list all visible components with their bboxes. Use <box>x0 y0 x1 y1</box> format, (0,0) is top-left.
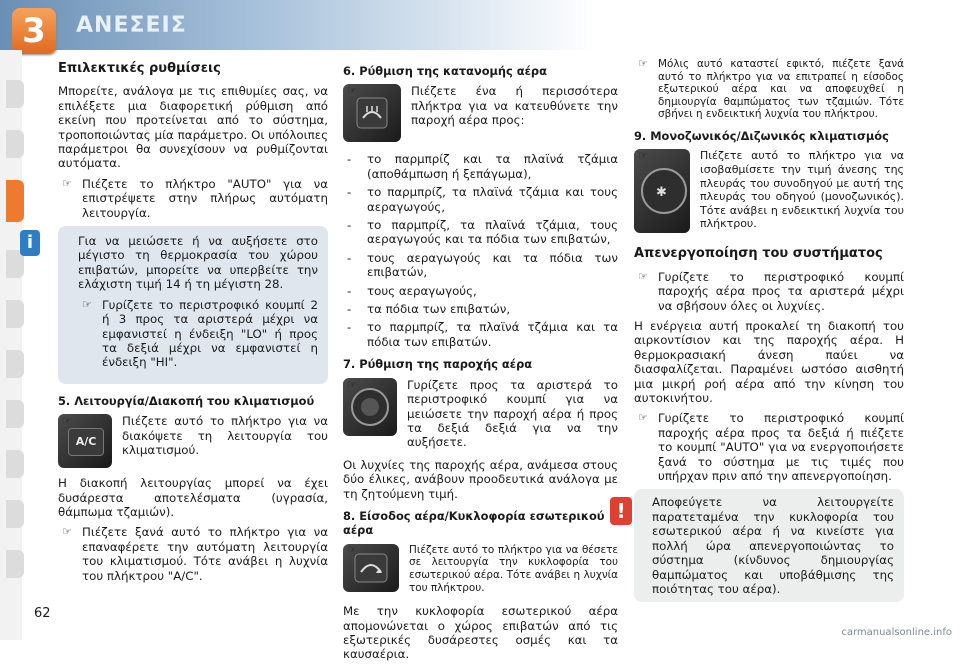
distribution-option: - τα πόδια των επιβατών, <box>343 302 618 316</box>
section-8-title: 8. Είσοδος αέρα/Κυκλοφορία εσωτερικού αέρα <box>343 508 605 538</box>
chapter-tab[interactable] <box>6 300 24 328</box>
distribution-option: - τους αεραγωγούς, <box>343 284 618 298</box>
distribution-option: - το παρμπρίζ, τα πλαϊνά τζάμια και τα πόδια των επιβατών. <box>343 320 618 349</box>
section-5-title: 5. Λειτουργία/Διακοπή του κλιματισμού <box>58 393 315 408</box>
chapter-tab[interactable] <box>6 550 24 578</box>
chapter-tab-strip <box>0 50 22 640</box>
chapter-tab-active[interactable] <box>6 180 24 222</box>
ac-off-instruction: ☞ Πιέζετε αυτό το πλήκτρο για να διακόψετε τη λειτουργία του κλιματισμού. <box>58 414 328 457</box>
section-7-title: 7. Ρύθμιση της παροχής αέρα <box>343 357 533 372</box>
warning-text: Αποφεύγετε να λειτουργείτε παρατεταμένα την κυκλοφορία του εσωτερικού αέρα ή να κινείστε για πολλή ώρα απενεργοποιώντας το σύστημα (κίνδυνος δημιουργίας θαμπώματος και υποβάθμισης της ποιότητας του αέρα). <box>652 495 894 596</box>
recirculation-instruction: ☞ Πιέζετε αυτό το πλήκτρο για να θέσετε σε λειτουργία την κυκλοφορία του εσωτερικού αέρα. Τότε ανάβει η λυχνία του πλήκτρου. <box>343 544 618 594</box>
svg-text:✱: ✱ <box>656 185 667 201</box>
outside-air-instruction: ☞ Μόλις αυτό καταστεί εφικτό, πιέζετε ξανά αυτό το πλήκτρο για να επιτραπεί η είσοδος εξωτερικού αέρα και να αποφευχθεί η δημιουργία θαμπώματος των τζαμιών. Τότε σβήνει η ενδεικτική λυχνία του πλήκτρου. <box>634 58 904 121</box>
chapter-tab[interactable] <box>6 130 24 158</box>
info-text: Για να μειώσετε ή να αυξήσετε στο μέγιστο τη θερμοκρασία του χώρου επιβατών, μπορείτε να υπερβείτε την ελάχιστη τιμή 14 ή τη μέγιστη 28. <box>78 234 318 292</box>
column-left <box>26 58 328 589</box>
chapter-tab[interactable] <box>6 500 24 528</box>
warning-icon: ! <box>610 497 632 525</box>
section-6-title: 6. Ρύθμιση της κατανομής αέρα <box>343 64 547 78</box>
chapter-title: ΑΝΕΣΕΙΣ <box>76 13 187 38</box>
footer-watermark: carmanualsonline.info <box>841 627 952 638</box>
system-off-instruction: ☞ Γυρίζετε το περιστροφικό κουμπί παροχής αέρα προς τα αριστερά μέχρι να σβήσουν όλες οι λυχνίες. <box>634 270 904 313</box>
info-instruction: ☞ Γυρίζετε το περιστροφικό κουμπί 2 ή 3 προς τα αριστερά μέχρι να εμφανιστεί η ένδειξη "LO" ή προς τα δεξιά μέχρι να εμφανιστεί η ένδειξη "HI". <box>78 298 318 370</box>
ac-on-instruction: ☞ Πιέζετε ξανά αυτό το πλήκτρο για να επαναφέρετε την αυτόματη λειτουργία του κλιματισμού. Τότε ανάβει η λυχνία του πλήκτρου "A/C". <box>58 525 328 583</box>
fan-speed-lights-text: Οι λυχνίες της παροχής αέρα, ανάμεσα στους δύο έλικες, ανάβουν προοδευτικά ανάλογα με τη ζητούμενη τιμή. <box>343 457 618 501</box>
chapter-tab[interactable] <box>6 80 24 108</box>
distribution-option: - τους αεραγωγούς και τα πόδια των επιβατών, <box>343 251 618 280</box>
chapter-tab[interactable] <box>6 400 24 428</box>
chapter-tab[interactable] <box>6 350 24 378</box>
warning-box <box>616 489 904 602</box>
distribution-option: - το παρμπρίζ, τα πλαϊνά τζάμια και τους αεραγωγούς, <box>343 185 618 214</box>
info-icon: i <box>20 230 40 256</box>
chapter-tab[interactable] <box>6 450 24 478</box>
ac-button-label: A/C <box>68 428 104 456</box>
column-right <box>616 58 904 602</box>
section-heading-selective-settings: Επιλεκτικές ρυθμίσεις <box>58 61 221 76</box>
info-box <box>26 226 328 384</box>
column-middle <box>343 58 618 668</box>
system-on-instruction: ☞ Γυρίζετε το περιστροφικό κουμπί παροχής αέρα προς τα δεξιά ή πιέζετε το κουμπί "AUTO" για να ενεργοποιήσετε ξανά το σύστημα με τις τιμές που υπήρχαν πριν από την απενεργοποίηση. <box>634 411 904 483</box>
distribution-option: - το παρμπρίζ, τα πλαϊνά τζάμια, τους αεραγωγούς και τα πόδια των επιβατών, <box>343 218 618 247</box>
section-9-title: 9. Μονοζωνικός/Διζωνικός κλιματισμός <box>634 128 889 143</box>
mono-dual-instruction: ☞ Πιέζετε αυτό το πλήκτρο για να ισοβαθμίσετε την τιμή άνεσης της πλευράς του συνοδηγού με αυτή της πλευράς του οδηγού (μονοζωνικός). Τότε ανάβει η ενδεικτική λυχνία του πλήκτρου. <box>634 149 904 231</box>
chapter-number-badge: 3 <box>12 8 56 54</box>
fan-speed-instruction: ☞ Γυρίζετε προς τα αριστερά το περιστροφικό κουμπί για να μειώσετε την παροχή αέρα ή προς τα δεξιά δεξιά για να την αυξήσετε. <box>343 378 618 450</box>
recirculation-text: Με την κυκλοφορία εσωτερικού αέρα απομονώνεται ο χώρος επιβατών από τις εξωτερικές δυσάρεστες οσμές και τα καυσαέρια. <box>343 604 618 662</box>
auto-instruction: ☞ Πιέζετε το πλήκτρο "AUTO" για να επιστρέψετε στην πλήρως αυτόματη λειτουργία. <box>58 177 328 220</box>
ac-off-warning: Η διακοπή λειτουργίας μπορεί να έχει δυσάρεστα αποτελέσματα (υγρασία, θάμπωμα τζαμιών). <box>58 476 328 519</box>
intro-paragraph: Μπορείτε, ανάλογα με τις επιθυμίες σας, να επιλέξετε μια διαφορετική ρύθμιση από εκείνη που προτείνεται από το σύστημα, τροποποιώντας μία παράμετρο. Οι υπόλοιπες παράμετροι θα συνεχίσουν να ρυθμίζονται αυτόματα. <box>58 84 328 171</box>
system-off-heading: Απενεργοποίηση του συστήματος <box>634 246 883 262</box>
page-number: 62 <box>34 606 51 621</box>
distribution-option: - το παρμπρίζ και τα πλαϊνά τζάμια (αποθάμπωση ή ξεπάγωμα), <box>343 152 618 181</box>
distribution-instruction: ☞ Πιέζετε ένα ή περισσότερα πλήκτρα για να κατευθύνετε την παροχή αέρα προς: <box>343 84 618 127</box>
system-off-text: Η ενέργεια αυτή προκαλεί τη διακοπή του αιρκοντίσιον και της παροχής αέρα. Η θερμοκρασιακή άνεση παύει να διασφαλίζεται. Παραμένει ωστόσο αισθητή μια μικρή ροή αέρα από την κίνηση του αυτοκινήτου. <box>634 319 904 406</box>
